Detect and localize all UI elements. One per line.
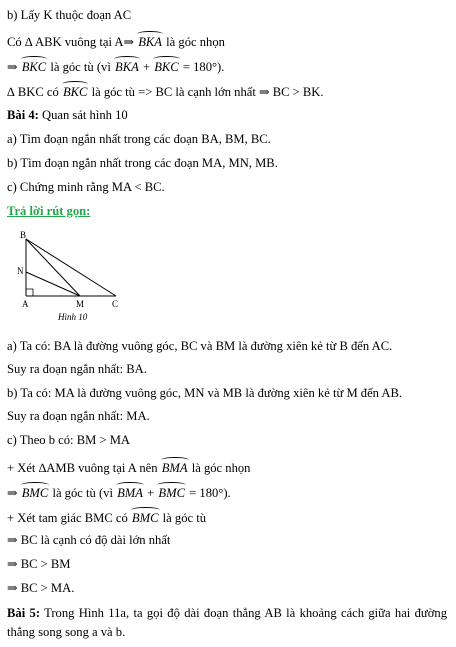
angle-bkc-2: BKC — [154, 60, 179, 74]
angle-bka: BKA — [138, 35, 163, 49]
angle-bka-2: BKA — [115, 60, 139, 74]
label-a: A — [22, 299, 29, 309]
part-b-heading: b) Lấy K thuộc đoạn AC — [7, 8, 132, 22]
answer-a: a) Ta có: BA là đường vuông góc, BC và BM là đường xiên kẻ từ B đến AC. — [7, 339, 393, 353]
angle-bkc: BKC — [21, 60, 47, 74]
angle-bma-2: BMA — [117, 486, 143, 500]
question-a: a) Tìm đoạn ngắn nhất trong các đoạn BA, BM, BC. — [7, 132, 271, 146]
angle-bkc-3: BKC — [62, 85, 88, 99]
question-c: c) Chứng minh rằng MA < BC. — [7, 180, 165, 194]
figure-caption: Hình 10 — [58, 312, 88, 322]
angle-bmc-obtuse-line: ⇒ BMC là góc tù (vì BMA + BMC = 180°). — [7, 486, 231, 500]
figure-10 — [6, 227, 124, 327]
answer-heading: Trả lời rút gọn: — [7, 204, 91, 218]
label-n: N — [17, 266, 24, 276]
bc-longest-line: ⇒ BC là cạnh có độ dài lớn nhất — [7, 533, 171, 547]
exercise-4-heading: Bài 4: Quan sát hình 10 — [7, 108, 128, 122]
bc-largest-line: ∆ BKC có BKC là góc tù => BC là cạnh lớn nhất ⇒ BC > BK. — [7, 85, 324, 99]
angle-bmc: BMC — [21, 486, 49, 500]
angle-bma: BMA — [161, 461, 188, 475]
bc-gt-ma-line: ⇒ BC > MA. — [7, 581, 75, 595]
label-m: M — [76, 299, 85, 309]
label-c: C — [112, 299, 119, 309]
bc-gt-bm-line: ⇒ BC > BM — [7, 557, 71, 571]
triangle-amb-line: + Xét ∆AMB vuông tại A nên BMA là góc nhọn — [7, 461, 251, 475]
angle-bmc-2: BMC — [158, 486, 185, 500]
angle-bkc-obtuse-line: ⇒ BKC là góc tù (vì BKA + BKC = 180°). — [7, 60, 225, 74]
answer-b-conclusion: Suy ra đoạn ngắn nhất: MA. — [7, 409, 150, 423]
triangle-abk-line: Có ∆ ABK vuông tại A⇒ BKA là góc nhọn — [7, 35, 225, 49]
figure-10-diagram — [6, 227, 124, 327]
label-b: B — [20, 230, 27, 240]
answer-a-conclusion: Suy ra đoạn ngắn nhất: BA. — [7, 362, 147, 376]
triangle-bmc-line: + Xét tam giác BMC có BMC là góc tù — [7, 511, 207, 525]
angle-bmc-3: BMC — [131, 511, 159, 525]
exercise-5-paragraph: Bài 5: Trong Hình 11a, ta gọi độ dài đoạn thẳng AB là khoảng cách giữa hai đường thẳng song song a và b. — [7, 606, 447, 639]
question-b: b) Tìm đoạn ngắn nhất trong các đoạn MA, MN, MB. — [7, 156, 278, 170]
answer-b: b) Ta có: MA là đường vuông góc, MN và MB là đường xiên kẻ từ M đến AB. — [7, 386, 403, 400]
answer-c: c) Theo b có: BM > MA — [7, 433, 130, 447]
